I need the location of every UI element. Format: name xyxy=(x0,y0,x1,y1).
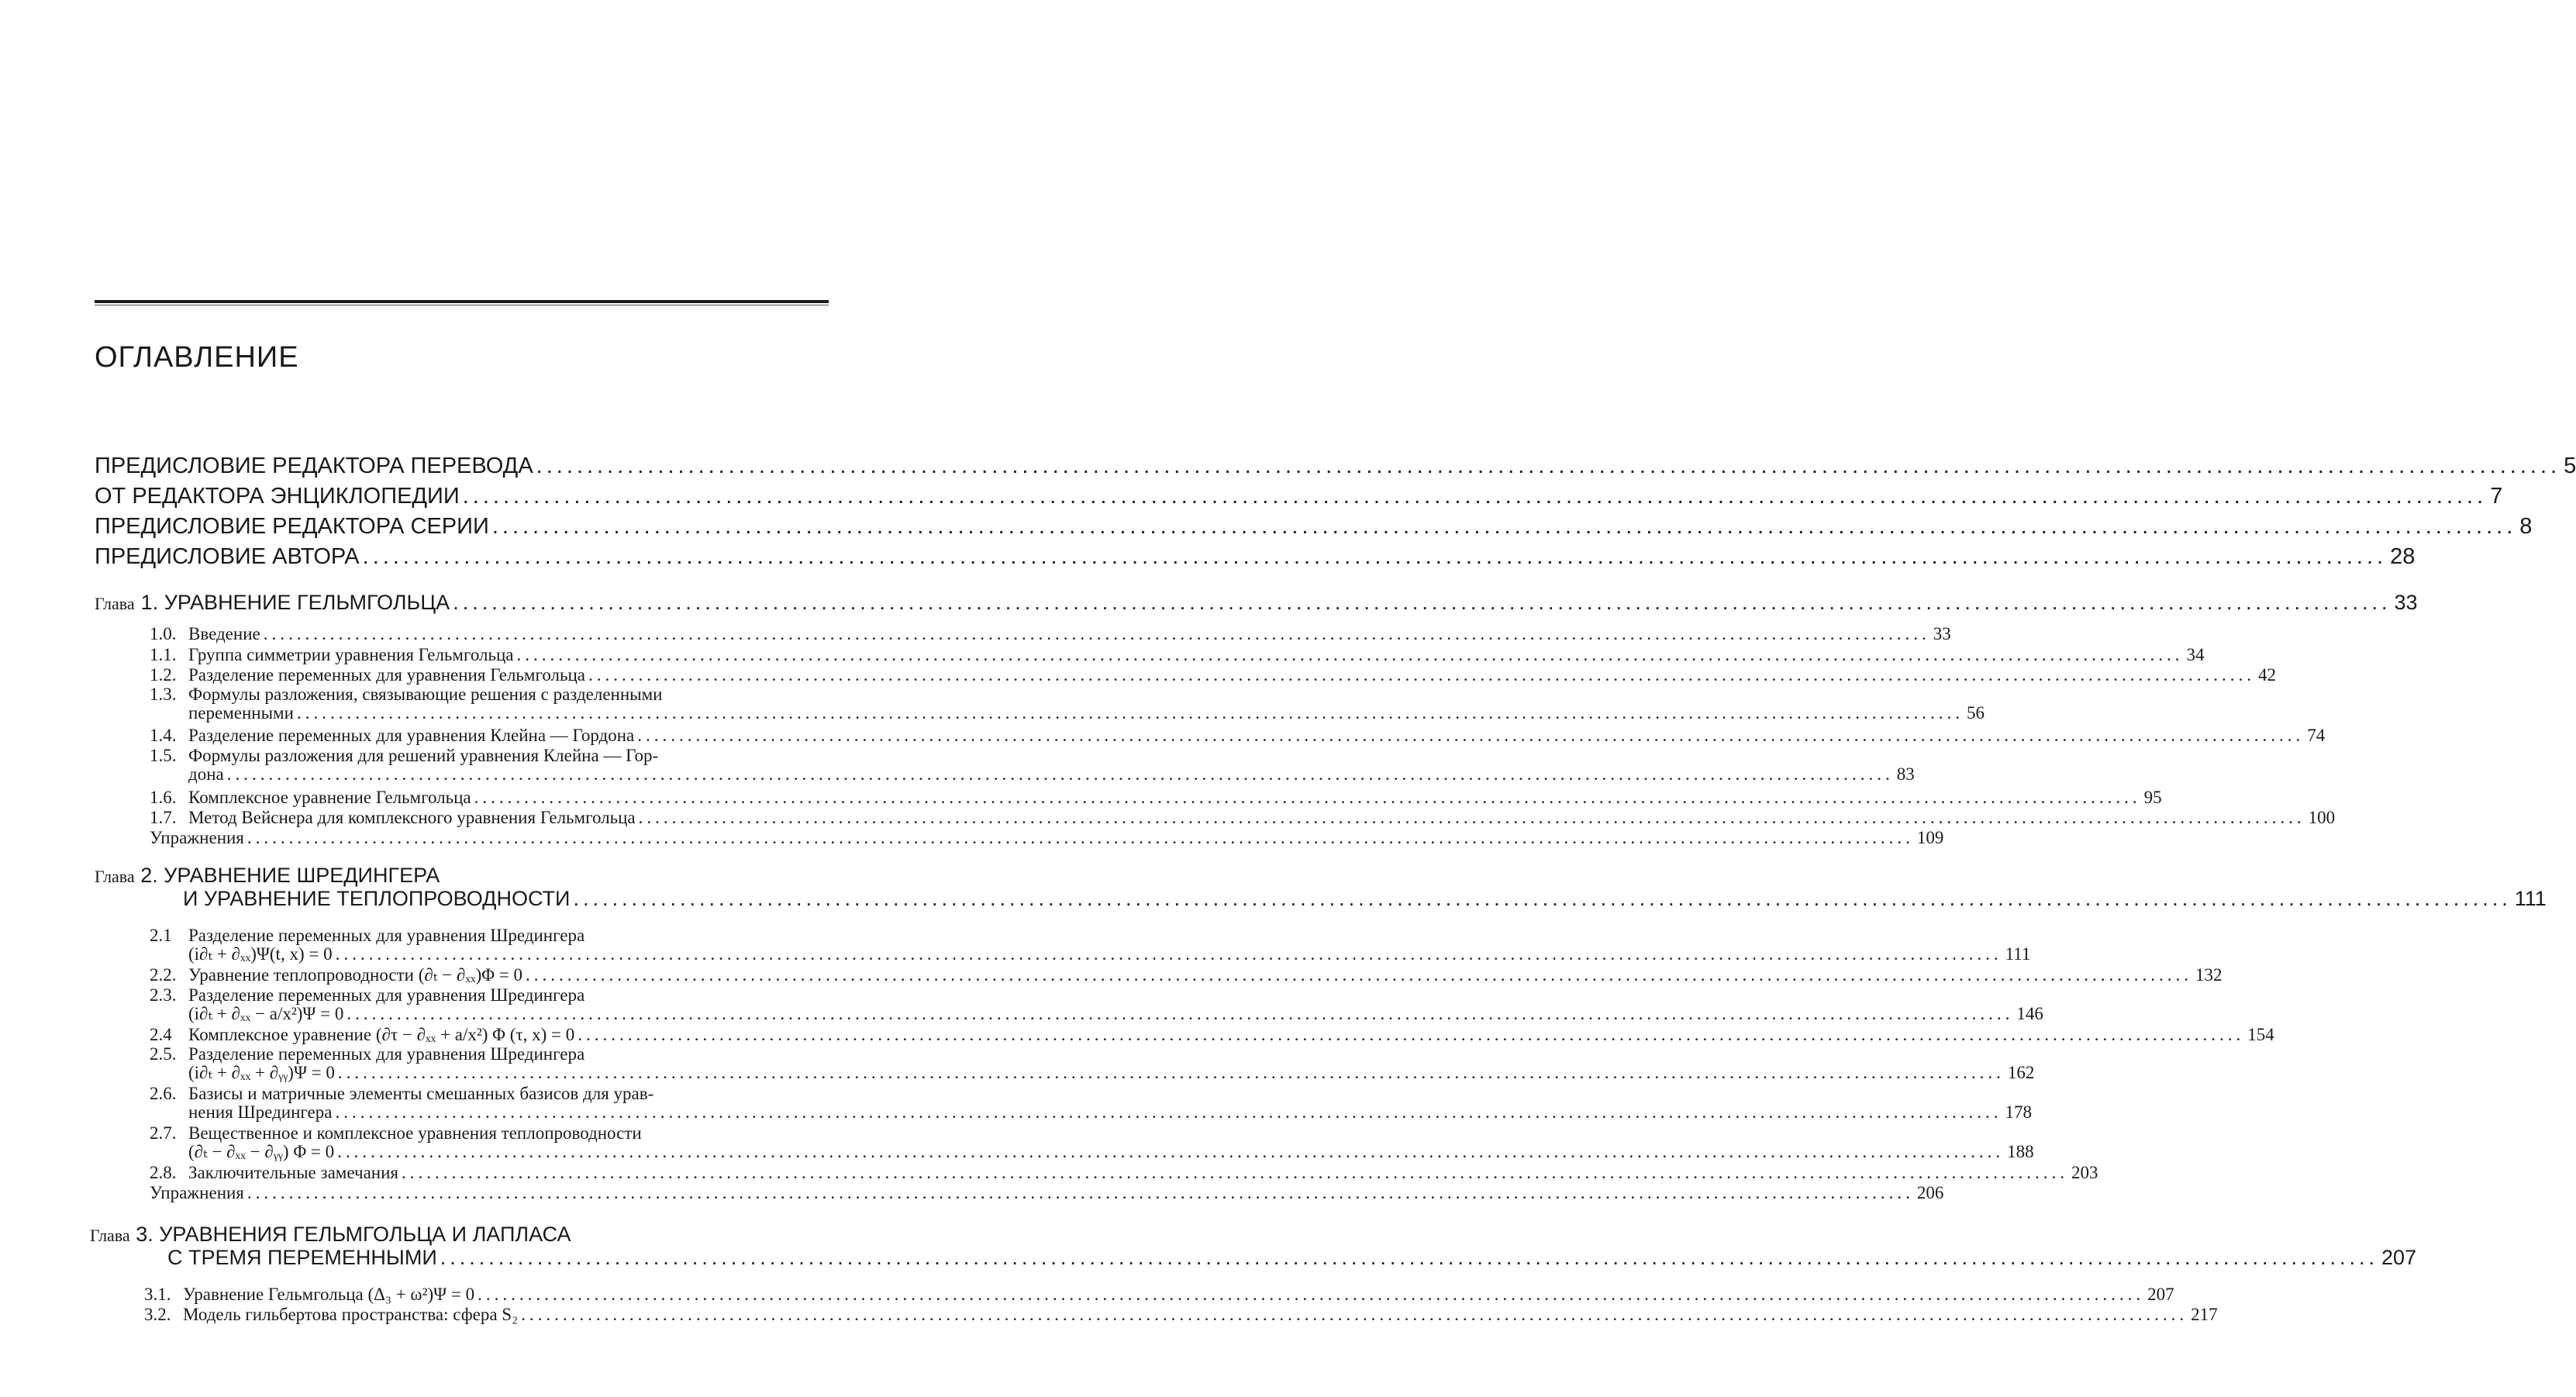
section-title-line1 xyxy=(150,747,831,765)
toc-entry[interactable] xyxy=(95,484,2503,515)
section-entry[interactable] xyxy=(150,665,2277,685)
top-rule xyxy=(95,300,829,303)
page-number: 109 xyxy=(1916,828,1944,847)
section-title-line xyxy=(150,965,2223,985)
section-title: Введение xyxy=(188,624,260,643)
section-title: Вещественное и комплексное уравнения теплопроводности xyxy=(188,1123,642,1143)
leader-dots: ........................................................................................................................................................................................................ xyxy=(226,764,1894,784)
chapter-3-heading[interactable] xyxy=(90,1223,2417,1269)
section-title: Разделение переменных для уравнения Шредингера xyxy=(188,985,585,1005)
section-title: Базисы и матричные элементы смешанных базисов для урав- xyxy=(188,1084,654,1103)
section-title-line xyxy=(150,726,2326,745)
section-entry[interactable] xyxy=(150,1123,2034,1161)
section-title: Комплексное уравнение Гельмгольца xyxy=(188,788,471,807)
page-number: 42 xyxy=(2258,665,2277,685)
page-number: 132 xyxy=(2195,965,2223,985)
page-number: 33 xyxy=(2394,591,2418,614)
section-title-line xyxy=(150,1163,2098,1182)
section-entry[interactable] xyxy=(144,1285,2174,1304)
section-entry[interactable] xyxy=(150,965,2223,985)
section-entry[interactable] xyxy=(150,1044,2035,1082)
leader-dots: ........................................................................................................................................................................................................ xyxy=(335,944,2002,964)
section-title: Разделение переменных для уравнения Клейна — Гордона xyxy=(188,726,635,745)
section-number: 1.7. xyxy=(150,808,177,827)
leader-dots: ........................................................................................................................................................................................................ xyxy=(247,1183,1914,1202)
section-title-line2 xyxy=(150,764,1915,784)
chapter-title-line2: И УРАВНЕНИЕ ТЕПЛОПРОВОДНОСТИ xyxy=(183,887,571,910)
chapter-title-line1: 2. УРАВНЕНИЕ ШРЕДИНГЕРА xyxy=(140,864,440,887)
section-title-line2 xyxy=(150,703,1985,723)
section-number: 2.3. xyxy=(150,985,177,1005)
section-number: 1.2. xyxy=(150,665,177,685)
page-number: 74 xyxy=(2307,726,2326,745)
leader-dots: ........................................................................................................................................................................................................ xyxy=(491,514,2517,539)
page-number: 188 xyxy=(2007,1142,2034,1161)
section-title-continued: (i∂ₜ + ∂ₓₓ + ∂ᵧᵧ)Ψ = 0 xyxy=(188,1063,335,1082)
leader-dots: ........................................................................................................................................................................................................ xyxy=(263,624,1930,643)
section-title-continued: дона xyxy=(188,764,224,784)
section-title-line xyxy=(150,1025,2274,1044)
section-entry[interactable] xyxy=(150,645,2205,664)
section-number: 2.6. xyxy=(150,1084,177,1103)
section-number: 1.1. xyxy=(150,645,177,664)
chapter-label: Глава xyxy=(90,1226,130,1245)
page-number: 217 xyxy=(2191,1305,2218,1324)
chapter-label: Глава xyxy=(95,867,135,886)
section-title-line1 xyxy=(150,926,831,945)
page-number: 111 xyxy=(2005,944,2031,964)
leader-dots: ........................................................................................................................................................................................................ xyxy=(536,454,2561,478)
section-title-continued: (i∂ₜ + ∂ₓₓ)Ψ(t, x) = 0 xyxy=(188,944,333,964)
toc-entry[interactable] xyxy=(95,544,2416,575)
entry-title: ПРЕДИСЛОВИЕ АВТОРА xyxy=(95,544,360,569)
page-number: 146 xyxy=(2016,1004,2043,1023)
leader-dots: ........................................................................................................................................................................................................ xyxy=(453,591,2392,614)
section-title-line xyxy=(150,1183,1944,1202)
page-number: 28 xyxy=(2390,544,2416,569)
section-title: Модель гильбертова пространства: сфера S₂ xyxy=(183,1305,519,1324)
leader-dots: ........................................................................................................................................................................................................ xyxy=(638,808,2305,827)
leader-dots: ........................................................................................................................................................................................................ xyxy=(247,828,1914,847)
section-title: Комплексное уравнение (∂τ − ∂ₓₓ + a/x²) Φ (τ, x) = 0 xyxy=(188,1025,575,1044)
section-title-line xyxy=(144,1285,2174,1304)
leader-dots: ........................................................................................................................................................................................................ xyxy=(337,1142,2005,1161)
page-number: 83 xyxy=(1896,764,1915,784)
section-title-line1 xyxy=(150,1124,831,1143)
chapter-title: 1. УРАВНЕНИЕ ГЕЛЬМГОЛЬЦА xyxy=(140,591,450,614)
leader-dots: ........................................................................................................................................................................................................ xyxy=(440,1246,2379,1269)
section-title: Формулы разложения для решений уравнения Клейна — Гор- xyxy=(188,746,659,765)
leader-dots: ........................................................................................................................................................................................................ xyxy=(335,1102,2002,1122)
section-number: 1.6. xyxy=(150,788,177,807)
chapter-1-heading[interactable] xyxy=(95,591,2418,615)
section-title: Уравнение теплопроводности (∂ₜ − ∂ₓₓ)Φ = 0 xyxy=(188,965,523,985)
section-title-line2 xyxy=(150,1102,2032,1122)
section-number: 2.5. xyxy=(150,1044,177,1064)
section-entry[interactable] xyxy=(150,624,1951,643)
section-title-line2 xyxy=(150,1063,2035,1082)
section-entry[interactable] xyxy=(150,926,2031,964)
entry-title: ПРЕДИСЛОВИЕ РЕДАКТОРА ПЕРЕВОДА xyxy=(95,454,533,478)
section-entry[interactable] xyxy=(150,1084,2032,1122)
section-number: 1.5. xyxy=(150,746,177,765)
leader-dots: ........................................................................................................................................................................................................ xyxy=(521,1305,2188,1324)
section-title: Группа симметрии уравнения Гельмгольца xyxy=(188,645,514,664)
page-number: 154 xyxy=(2247,1025,2274,1044)
leader-dots: ........................................................................................................................................................................................................ xyxy=(337,1063,2005,1082)
section-title-line xyxy=(150,788,2162,807)
section-title: Метод Вейснера для комплексного уравнения Гельмгольца xyxy=(188,808,636,827)
entry-title: ОТ РЕДАКТОРА ЭНЦИКЛОПЕДИИ xyxy=(95,484,460,509)
leader-dots: ........................................................................................................................................................................................................ xyxy=(296,703,1964,723)
section-title: Уравнение Гельмгольца (Δ₃ + ω²)Ψ = 0 xyxy=(183,1285,475,1304)
section-title-line xyxy=(150,808,2336,827)
leader-dots: ........................................................................................................................................................................................................ xyxy=(637,726,2305,745)
page-number: 203 xyxy=(2071,1163,2098,1182)
toc-entry[interactable] xyxy=(95,454,2576,485)
section-number: 1.3. xyxy=(150,685,177,704)
leader-dots: ........................................................................................................................................................................................................ xyxy=(578,1025,2245,1044)
page-number: 206 xyxy=(1916,1183,1944,1202)
page-number: 95 xyxy=(2143,788,2162,807)
section-number: 2.1 xyxy=(150,926,172,945)
chapter-title-line1: 3. УРАВНЕНИЯ ГЕЛЬМГОЛЬЦА И ЛАПЛАСА xyxy=(136,1223,571,1246)
section-title-line1 xyxy=(150,1085,831,1103)
section-title-line xyxy=(150,828,1944,847)
section-title-line xyxy=(144,1305,2218,1324)
section-title: Упражнения xyxy=(150,828,244,847)
section-number: 1.4. xyxy=(150,726,177,745)
section-entry[interactable] xyxy=(150,808,2336,827)
section-title-line1 xyxy=(150,685,831,704)
leader-dots: ........................................................................................................................................................................................................ xyxy=(526,965,2193,985)
page-number: 7 xyxy=(2490,484,2503,509)
section-title-line xyxy=(150,624,1951,643)
section-title-line xyxy=(150,645,2205,664)
chapter-title-line2: С ТРЕМЯ ПЕРЕМЕННЫМИ xyxy=(167,1246,437,1269)
section-title-continued: переменными xyxy=(188,703,294,723)
section-title-line2 xyxy=(150,944,2031,964)
leader-dots: ........................................................................................................................................................................................................ xyxy=(362,544,2388,569)
leader-dots: ........................................................................................................................................................................................................ xyxy=(462,484,2488,509)
section-title: Упражнения xyxy=(150,1183,244,1202)
page-number: 207 xyxy=(2381,1246,2417,1269)
leader-dots: ........................................................................................................................................................................................................ xyxy=(478,1285,2145,1304)
section-title-line2 xyxy=(150,1142,2034,1161)
page-number: 111 xyxy=(2514,887,2547,910)
section-title-continued: (i∂ₜ + ∂ₓₓ − a/x²)Ψ = 0 xyxy=(188,1004,344,1023)
section-entry[interactable] xyxy=(150,1163,2098,1182)
leader-dots: ........................................................................................................................................................................................................ xyxy=(588,665,2256,685)
toc-entry[interactable] xyxy=(95,514,2533,545)
section-number: 2.8. xyxy=(150,1163,177,1182)
entry-title: ПРЕДИСЛОВИЕ РЕДАКТОРА СЕРИИ xyxy=(95,514,489,539)
section-title-continued: (∂ₜ − ∂ₓₓ − ∂ᵧᵧ) Φ = 0 xyxy=(188,1142,335,1161)
leader-dots: ........................................................................................................................................................................................................ xyxy=(573,887,2512,910)
leader-dots: ........................................................................................................................................................................................................ xyxy=(474,788,2141,807)
section-entry[interactable] xyxy=(150,746,1915,784)
page-number: 207 xyxy=(2147,1285,2174,1304)
section-title-continued: нения Шредингера xyxy=(188,1102,333,1122)
page-number: 56 xyxy=(1966,703,1985,723)
page-title: ОГЛАВЛЕНИЕ xyxy=(95,341,299,374)
section-entry[interactable] xyxy=(150,828,1944,847)
section-title-line1 xyxy=(150,986,831,1005)
section-number: 1.0. xyxy=(150,624,177,643)
chapter-2-heading[interactable] xyxy=(95,864,2547,910)
section-number: 3.1. xyxy=(144,1285,171,1304)
section-entry[interactable] xyxy=(150,1183,1944,1202)
section-title-line xyxy=(150,665,2277,685)
section-title: Разделение переменных для уравнения Гельмгольца xyxy=(188,665,586,685)
section-entry[interactable] xyxy=(150,726,2326,745)
section-title: Разделение переменных для уравнения Шредингера xyxy=(188,926,585,945)
chapter-label: Глава xyxy=(95,594,135,613)
section-title: Заключительные замечания xyxy=(188,1163,398,1182)
leader-dots: ........................................................................................................................................................................................................ xyxy=(347,1004,2014,1023)
section-entry[interactable] xyxy=(150,1025,2274,1044)
section-number: 2.7. xyxy=(150,1123,177,1143)
section-number: 3.2. xyxy=(144,1305,171,1324)
section-title: Формулы разложения, связывающие решения с разделенными xyxy=(188,685,663,704)
page-number: 34 xyxy=(2186,645,2205,664)
leader-dots: ........................................................................................................................................................................................................ xyxy=(516,645,2184,664)
page-number: 162 xyxy=(2007,1063,2035,1082)
page-number: 33 xyxy=(1933,624,1951,643)
page-number: 5 xyxy=(2564,454,2576,478)
section-entry[interactable] xyxy=(144,1305,2218,1324)
page-number: 178 xyxy=(2005,1102,2032,1122)
section-title: Разделение переменных для уравнения Шредингера xyxy=(188,1044,585,1064)
section-number: 2.2. xyxy=(150,965,177,985)
section-entry[interactable] xyxy=(150,985,2043,1023)
section-entry[interactable] xyxy=(150,788,2162,807)
page-number: 100 xyxy=(2308,808,2336,827)
section-title-line2 xyxy=(150,1004,2043,1023)
section-title-line1 xyxy=(150,1045,831,1064)
leader-dots: ........................................................................................................................................................................................................ xyxy=(401,1163,2068,1182)
section-entry[interactable] xyxy=(150,685,1985,723)
section-number: 2.4 xyxy=(150,1025,172,1044)
page-number: 8 xyxy=(2519,514,2533,539)
